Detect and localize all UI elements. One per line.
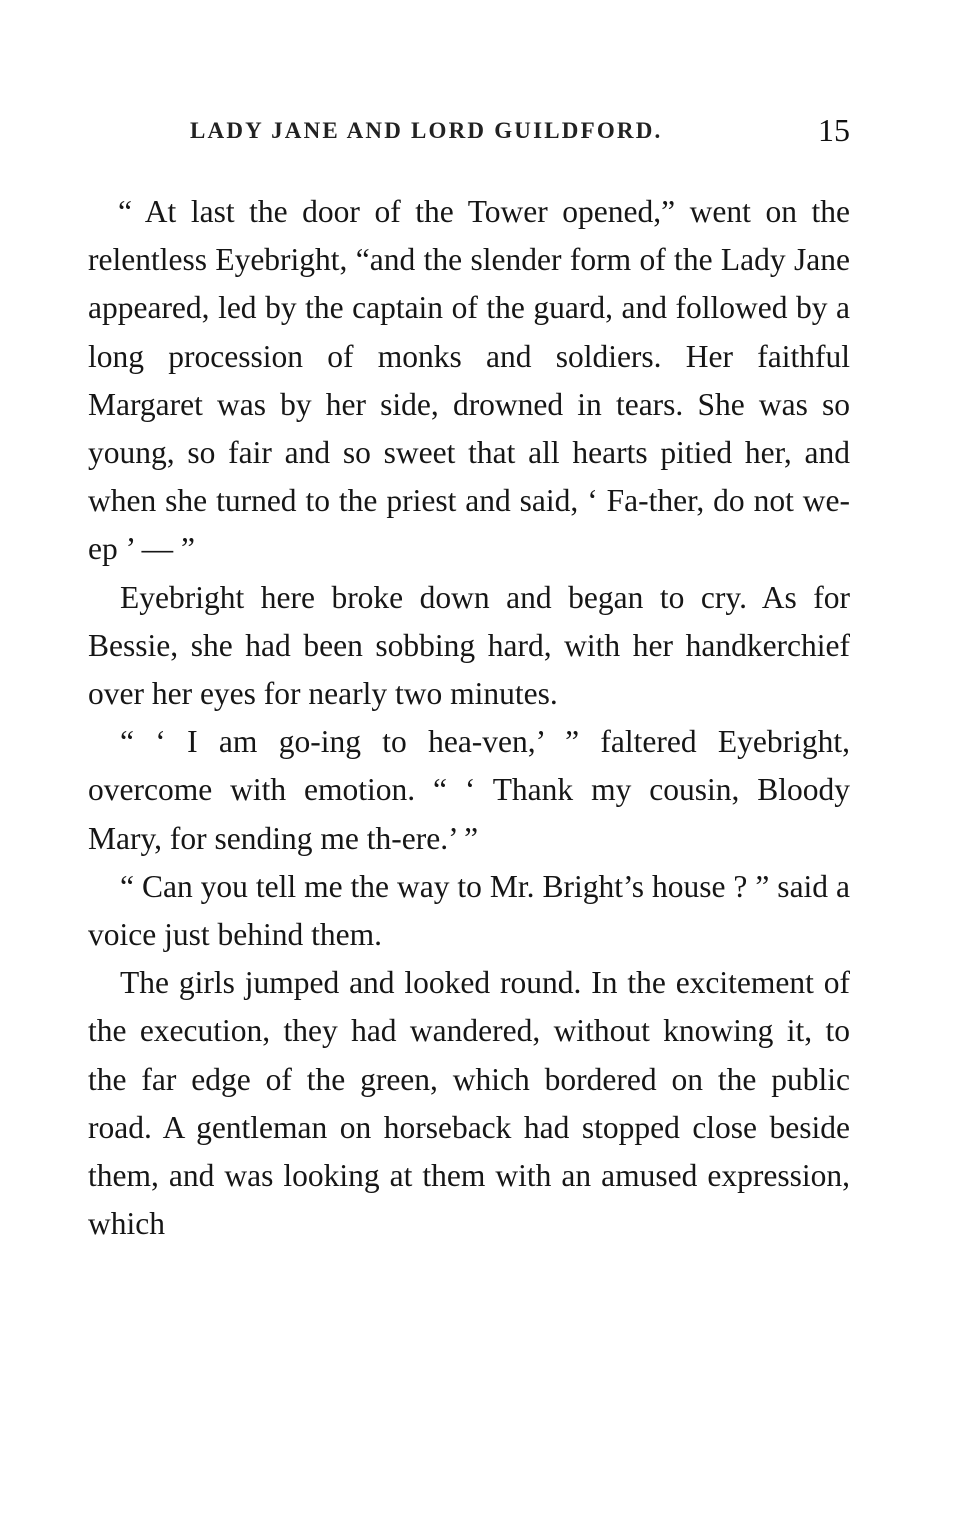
- running-title: LADY JANE AND LORD GUILDFORD.: [190, 118, 663, 143]
- paragraph: “ Can you tell me the way to Mr. Bright’s house ? ” said a voice just behind them.: [88, 868, 850, 953]
- paragraph: “ ‘ I am go-ing to hea-ven,’ ” faltered Eyebright, overcome with emotion. “ ‘ Thank my cousin, Bloody Mary, for sending me th-ere.’ ”: [88, 724, 850, 856]
- page-number: 15: [818, 112, 850, 148]
- paragraph: “ At last the door of the Tower opened,” went on the relentless Eyebright, “and the slender form of the Lady Jane appeared, led by the captain of the guard, and followed by a long procession of monks and soldiers. Her faithful Margaret was by her side, drowned in tears. She was so young, so fair and so sweet that all hearts pitied her, and when she turned to the priest and said, ‘ Fa-ther, do not we-ep ’ — ”: [88, 194, 850, 567]
- page-header: [190, 112, 852, 152]
- paragraph: The girls jumped and looked round. In the excitement of the execution, they had wandered, without knowing it, to the far edge of the green, which bordered on the public road. A gentleman on horseback had stopped close beside them, and was looking at them with an amused expression, which: [88, 965, 850, 1242]
- body-text: [88, 188, 850, 1248]
- paragraph: Eyebright here broke down and began to cry. As for Bessie, she had been sobbing hard, with her handkerchief over her eyes for nearly two minutes.: [88, 579, 850, 712]
